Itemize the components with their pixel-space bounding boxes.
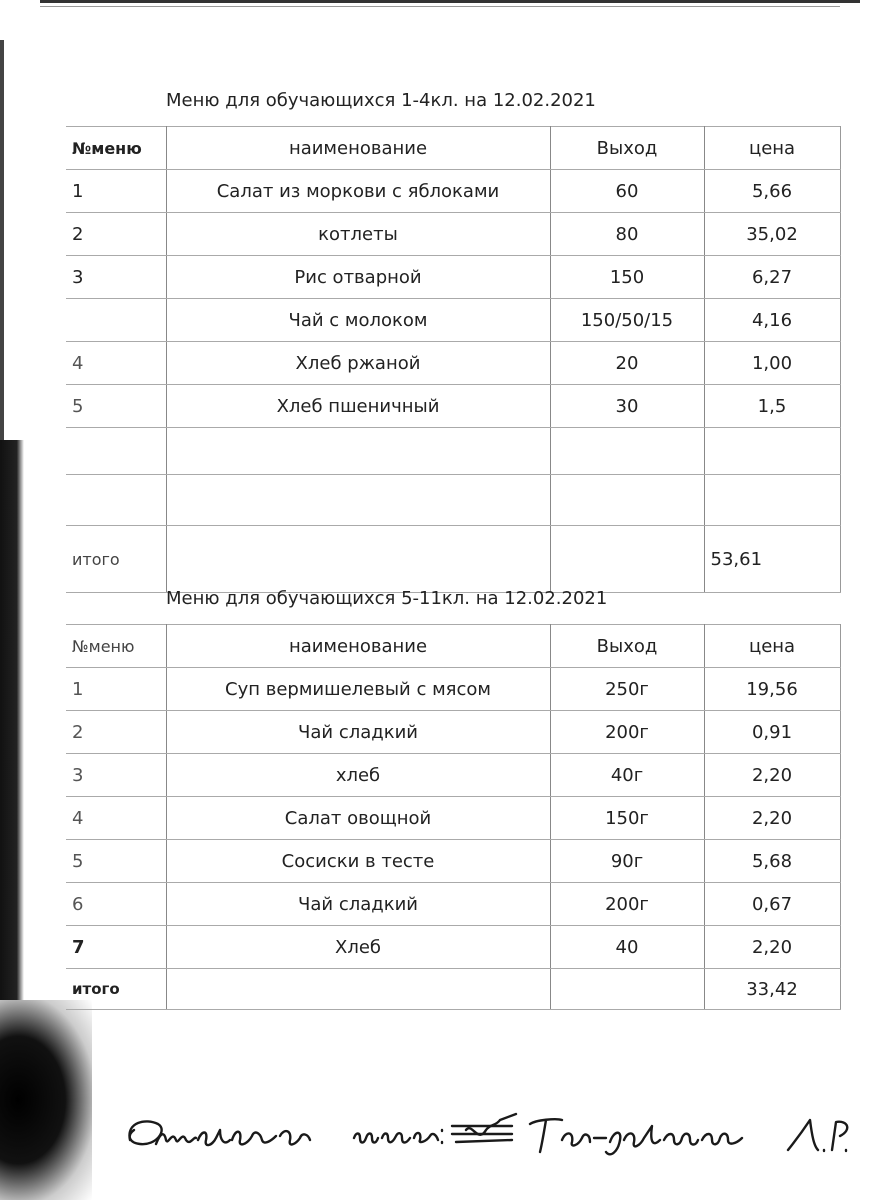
empty-cell [550, 526, 704, 593]
row-price: 2,20 [704, 754, 840, 797]
row-yield: 40г [550, 754, 704, 797]
row-price: 0,67 [704, 883, 840, 926]
empty-cell [166, 526, 550, 593]
row-price: 1,5 [704, 385, 840, 428]
row-name: Чай сладкий [166, 883, 550, 926]
empty-cell [550, 475, 704, 526]
row-num: 2 [66, 213, 166, 256]
header-name: наименование [166, 625, 550, 668]
scan-edge-line [40, 0, 860, 3]
row-yield: 200г [550, 883, 704, 926]
row-price: 2,20 [704, 926, 840, 969]
row-yield: 80 [550, 213, 704, 256]
total-row [66, 969, 840, 1010]
row-yield: 40 [550, 926, 704, 969]
table-row [66, 883, 840, 926]
total-value: 53,61 [704, 526, 840, 593]
row-price: 5,66 [704, 170, 840, 213]
menu2-header-row [66, 625, 840, 668]
row-price: 35,02 [704, 213, 840, 256]
empty-cell [66, 475, 166, 526]
table-row [66, 840, 840, 883]
row-name: хлеб [166, 754, 550, 797]
empty-cell [166, 475, 550, 526]
row-price: 6,27 [704, 256, 840, 299]
empty-cell [66, 428, 166, 475]
row-price: 5,68 [704, 840, 840, 883]
row-name: Чай с молоком [166, 299, 550, 342]
row-name: котлеты [166, 213, 550, 256]
header-num: №меню [66, 625, 166, 668]
row-num: 1 [66, 668, 166, 711]
table-row [66, 256, 840, 299]
row-yield: 250г [550, 668, 704, 711]
row-num: 2 [66, 711, 166, 754]
empty-cell [166, 428, 550, 475]
header-price: цена [704, 625, 840, 668]
table-row [66, 797, 840, 840]
total-label: итого [66, 969, 166, 1010]
empty-row [66, 428, 840, 475]
row-name: Суп вермишелевый с мясом [166, 668, 550, 711]
menu1-table [66, 126, 841, 593]
table-row [66, 385, 840, 428]
row-yield: 20 [550, 342, 704, 385]
empty-cell [550, 969, 704, 1010]
row-num: 3 [66, 754, 166, 797]
row-name: Хлеб пшеничный [166, 385, 550, 428]
header-price: цена [704, 127, 840, 170]
table-row [66, 170, 840, 213]
empty-cell [704, 428, 840, 475]
row-name: Салат овощной [166, 797, 550, 840]
table-row [66, 926, 840, 969]
row-yield: 60 [550, 170, 704, 213]
empty-cell [704, 475, 840, 526]
row-num: 6 [66, 883, 166, 926]
menu2-table [66, 624, 841, 1010]
row-num: 7 [66, 926, 166, 969]
row-num: 4 [66, 342, 166, 385]
row-yield: 150г [550, 797, 704, 840]
row-price: 2,20 [704, 797, 840, 840]
row-num: 3 [66, 256, 166, 299]
row-name: Хлеб ржаной [166, 342, 550, 385]
empty-row [66, 475, 840, 526]
row-num: 1 [66, 170, 166, 213]
header-name: наименование [166, 127, 550, 170]
row-name: Чай сладкий [166, 711, 550, 754]
empty-cell [550, 428, 704, 475]
header-yield: Выход [550, 127, 704, 170]
row-name: Сосиски в тесте [166, 840, 550, 883]
total-value: 33,42 [704, 969, 840, 1010]
row-price: 4,16 [704, 299, 840, 342]
row-name: Рис отварной [166, 256, 550, 299]
total-label: итого [66, 526, 166, 593]
row-num: 5 [66, 840, 166, 883]
empty-cell [166, 969, 550, 1010]
row-yield: 200г [550, 711, 704, 754]
row-name: Салат из моркови с яблоками [166, 170, 550, 213]
row-yield: 90г [550, 840, 704, 883]
menu2-title: Меню для обучающихся 5-11кл. на 12.02.2021 [166, 588, 608, 609]
row-num [66, 299, 166, 342]
scan-left-shadow [0, 440, 24, 1000]
table-row [66, 668, 840, 711]
row-yield: 150/50/15 [550, 299, 704, 342]
menu1-title: Меню для обучающихся 1-4кл. на 12.02.2021 [166, 90, 596, 111]
scan-edge-line-thin [40, 6, 840, 7]
row-yield: 30 [550, 385, 704, 428]
table-row [66, 711, 840, 754]
row-name: Хлеб [166, 926, 550, 969]
total-row [66, 526, 840, 593]
scan-shadow-blob [0, 1000, 92, 1200]
menu1-header-row [66, 127, 840, 170]
row-price: 1,00 [704, 342, 840, 385]
header-yield: Выход [550, 625, 704, 668]
table-row [66, 342, 840, 385]
row-price: 19,56 [704, 668, 840, 711]
handwritten-signature [116, 1100, 856, 1170]
table-row [66, 754, 840, 797]
row-yield: 150 [550, 256, 704, 299]
row-num: 5 [66, 385, 166, 428]
table-row [66, 299, 840, 342]
row-price: 0,91 [704, 711, 840, 754]
header-num: №меню [66, 127, 166, 170]
table-row [66, 213, 840, 256]
row-num: 4 [66, 797, 166, 840]
